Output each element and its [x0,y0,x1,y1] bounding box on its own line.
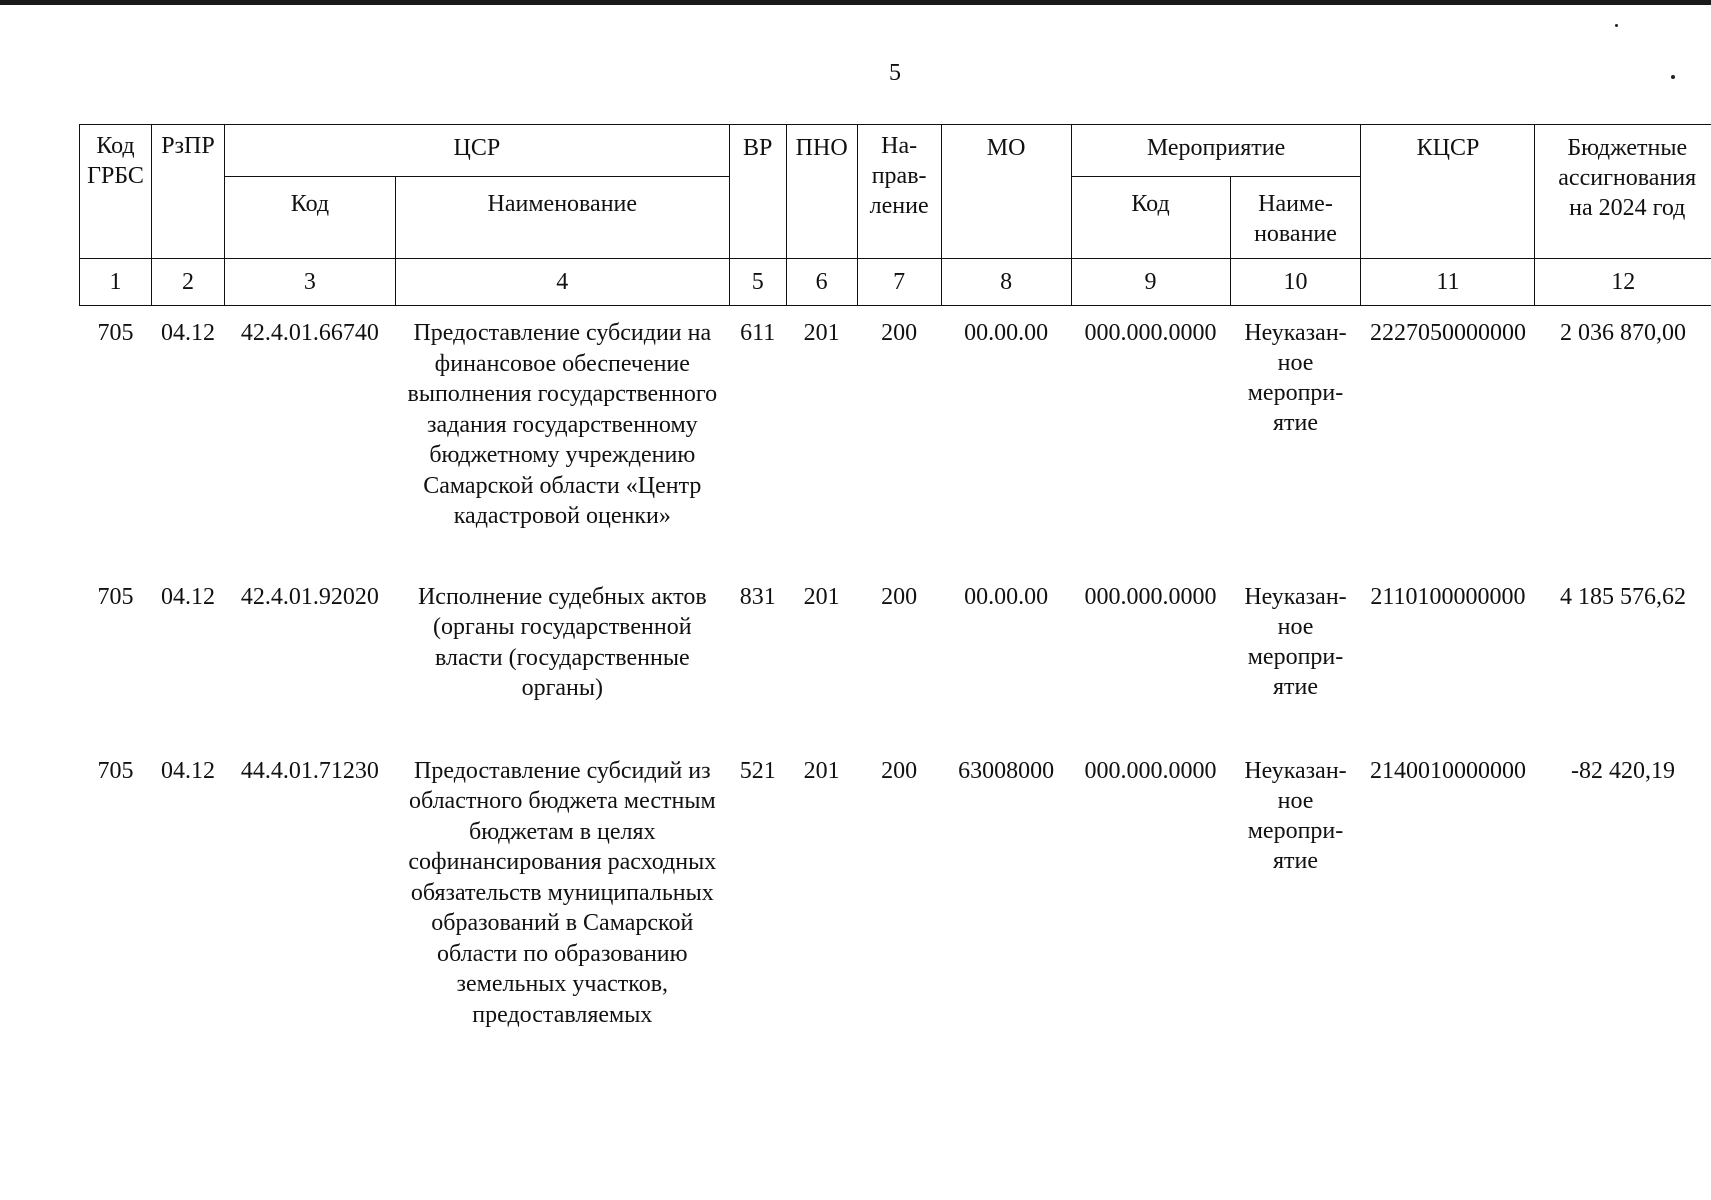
cell-rzpr: 04.12 [160,320,215,346]
cell-amount: 4 185 576,62 [1559,583,1686,610]
table-row [80,570,1711,744]
cell-mo: 00.00.00 [964,320,1049,346]
cell-mer-name: Неуказан-ное меропри-ятие [1244,757,1347,874]
cell-vr: 611 [740,320,776,346]
header-kcsr: КЦСР [1361,125,1535,259]
header-napravlenie: На-прав-ление [857,125,941,259]
column-number: 12 [1535,259,1711,306]
cell-pno: 201 [803,320,840,346]
cell-napr: 200 [881,757,918,784]
cell-mer-name: Неуказан-ное меропри-ятие [1244,320,1347,436]
column-number: 5 [729,259,786,306]
scan-speck [1615,24,1618,27]
cell-amount: -82 420,19 [1570,757,1675,784]
column-number: 8 [941,259,1071,306]
cell-name: Предоставление субсидии на финансовое обеспечение выполнения государственного задания государственному бюджетному учреждению Самарской области «Центр кадастровой оценки» [407,320,718,529]
column-number: 2 [151,259,224,306]
cell-mo: 00.00.00 [964,583,1049,610]
column-number: 10 [1230,259,1361,306]
column-number: 11 [1361,259,1535,306]
cell-mer-code: 000.000.0000 [1084,757,1217,784]
header-mo: МО [941,125,1071,259]
scan-edge [0,0,1711,5]
column-number: 4 [395,259,729,306]
cell-grbs: 705 [97,583,134,610]
cell-name: Исполнение судебных актов (органы государственной власти (государственные органы) [417,583,707,701]
cell-grbs: 705 [97,757,134,784]
cell-pno: 201 [803,757,840,784]
cell-rzpr: 04.12 [160,583,215,610]
cell-csr-code: 44.4.01.71230 [240,757,379,784]
column-number: 1 [80,259,152,306]
header-csr-kod: Код [224,177,395,259]
cell-napr: 200 [881,320,918,346]
cell-kcsr: 2227050000000 [1369,320,1526,346]
table-row [80,744,1711,1054]
budget-table [79,124,1711,1054]
header-vr: ВР [729,125,786,259]
cell-vr: 521 [739,757,776,784]
header-kod-grbs: Код ГРБС [80,125,152,259]
cell-pno: 201 [803,583,840,610]
cell-name: Предоставление субсидий из областного бюджета местным бюджетам в целях софинансирования расходных обязательств муниципальных образований в Самарской области по образованию земельных участков, предоставляемых [408,757,717,1028]
cell-mer-code: 000.000.0000 [1084,583,1217,610]
cell-napr: 200 [881,583,918,610]
cell-csr-code: 42.4.01.92020 [240,583,379,610]
cell-mer-name: Неуказан-ное меропри-ятие [1244,583,1347,700]
header-mer-name: Наиме-нование [1230,177,1361,259]
cell-amount: 2 036 870,00 [1559,320,1686,346]
cell-rzpr: 04.12 [160,757,215,784]
cell-grbs: 705 [97,320,134,346]
header-mer-kod: Код [1071,177,1230,259]
header-csr-name: Наименование [395,177,729,259]
column-number: 9 [1071,259,1230,306]
cell-mer-code: 000.000.0000 [1084,320,1217,346]
cell-kcsr: 2110100000000 [1370,583,1526,610]
header-pno: ПНО [786,125,857,259]
header-budget: Бюджетные ассигнования на 2024 год [1535,125,1711,259]
page-number: 5 [889,60,901,86]
cell-mo: 63008000 [958,757,1055,784]
cell-vr: 831 [739,583,776,610]
header-csr: ЦСР [224,125,729,177]
column-number: 6 [786,259,857,306]
cell-kcsr: 2140010000000 [1369,757,1526,784]
table-row [80,306,1711,570]
column-number: 3 [224,259,395,306]
cell-csr-code: 42.4.01.66740 [240,320,379,346]
header-rzpr: РзПР [151,125,224,259]
header-meropriyatie: Мероприятие [1071,125,1361,177]
column-number: 7 [857,259,941,306]
